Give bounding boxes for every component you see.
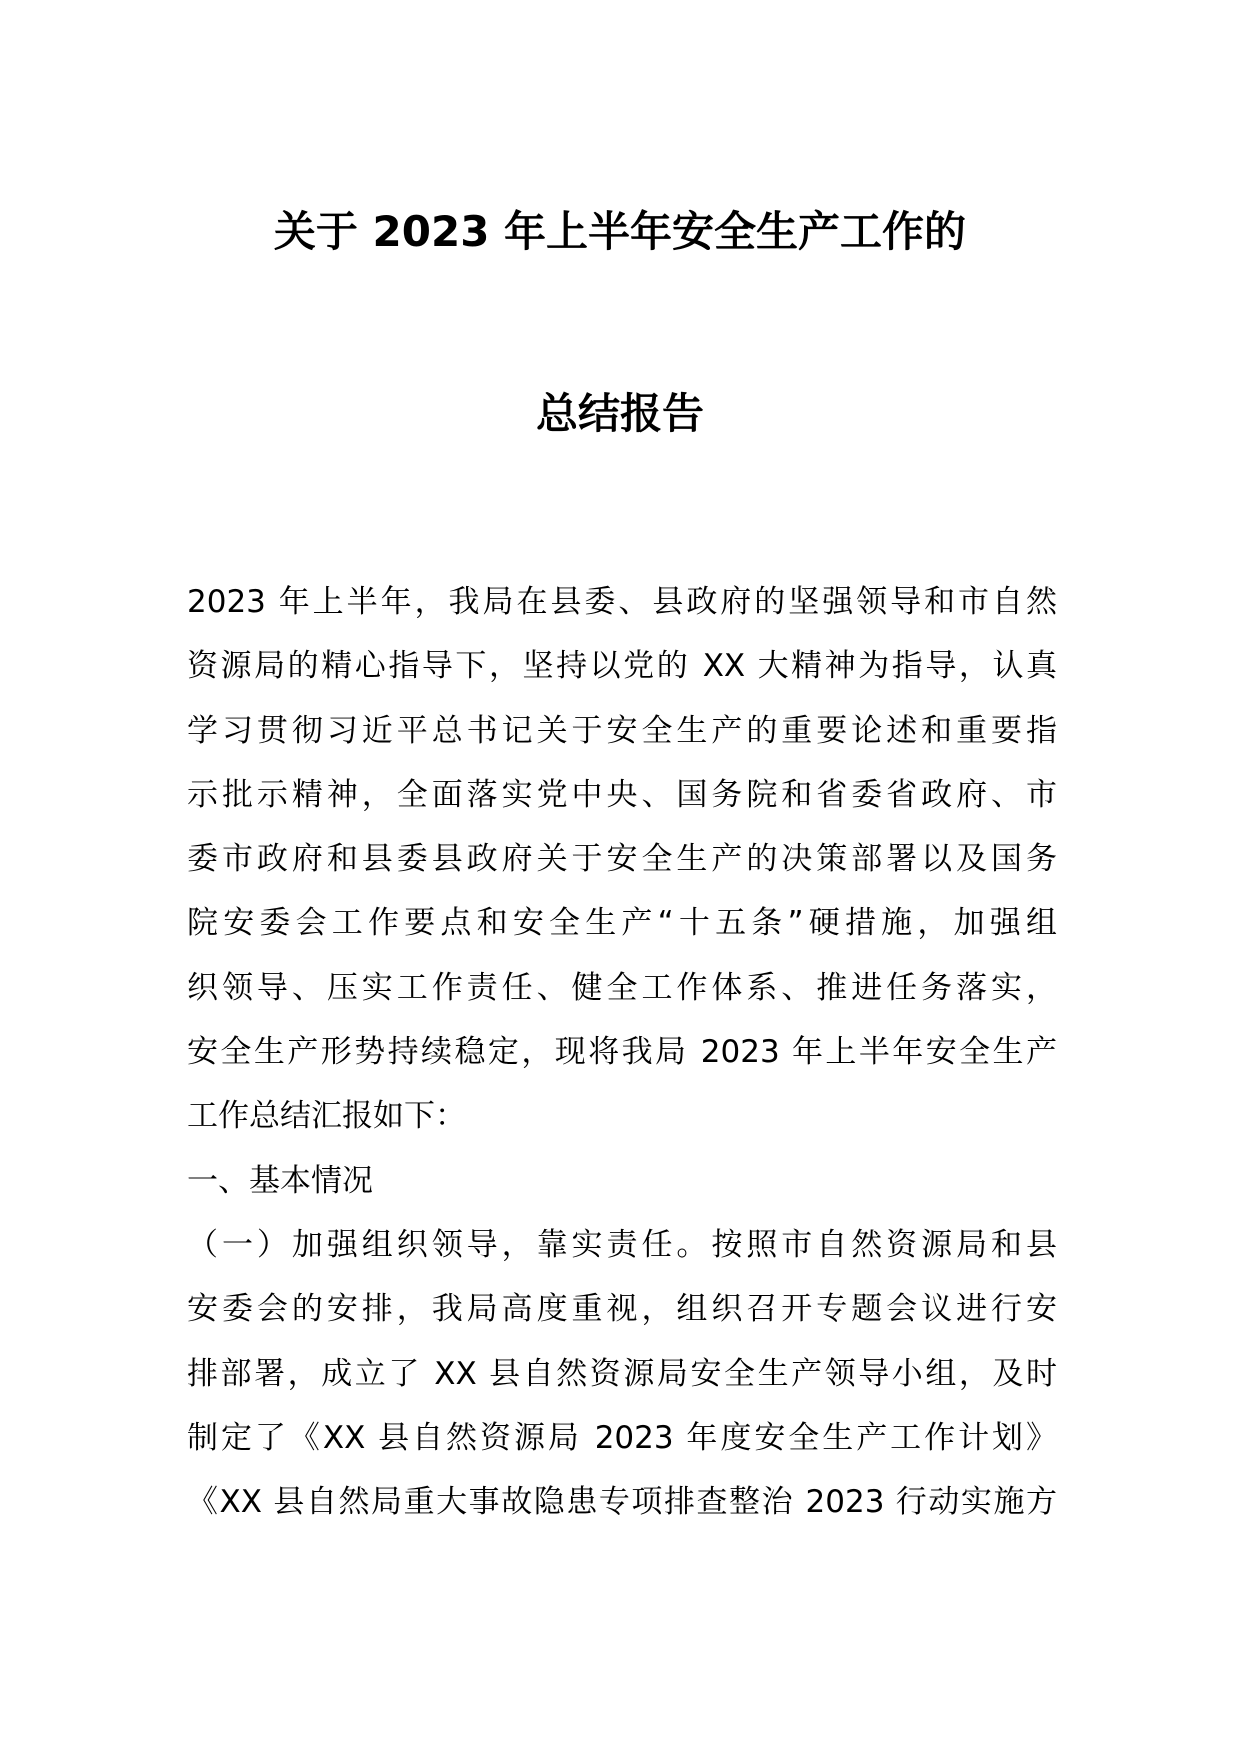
intro-paragraph-line: 资源局的精心指导下，坚持以党的 XX 大精神为指导，认真 [187,648,1057,685]
intro-paragraph-line: 示批示精神，全面落实党中央、国务院和省委省政府、市 [187,776,1057,813]
document-body [187,570,1057,1534]
intro-paragraph-line: 院安委会工作要点和安全生产“十五条”硬措施，加强组 [187,905,1057,942]
subsection-paragraph-line: 制定了《XX 县自然资源局 2023 年度安全生产工作计划》 [187,1419,1057,1456]
intro-paragraph-line: 委市政府和县委县政府关于安全生产的决策部署以及国务 [187,841,1057,878]
section-heading: 一、基本情况 [187,1162,373,1199]
intro-paragraph-line: 2023 年上半年，我局在县委、县政府的坚强领导和市自然 [187,584,1057,620]
subsection-paragraph-line: 安委会的安排，我局高度重视，组织召开专题会议进行安 [187,1291,1057,1328]
subsection-paragraph-line: 《XX 县自然局重大事故隐患专项排查整治 2023 行动实施方 [187,1484,1057,1521]
document-title-line-1: 关于 2023 年上半年安全生产工作的 [273,207,967,256]
intro-paragraph-line: 工作总结汇报如下： [187,1098,466,1135]
intro-paragraph-line: 安全生产形势持续稳定，现将我局 2023 年上半年安全生产 [187,1034,1057,1071]
intro-paragraph-line: 学习贯彻习近平总书记关于安全生产的重要论述和重要指 [187,712,1057,749]
intro-paragraph-line: 织领导、压实工作责任、健全工作体系、推进任务落实， [187,969,1057,1006]
document-title-line-2: 总结报告 [535,389,704,438]
subsection-paragraph-line: 排部署，成立了 XX 县自然资源局安全生产领导小组，及时 [187,1355,1057,1392]
subsection-paragraph-line: （一）加强组织领导，靠实责任。按照市自然资源局和县 [187,1226,1057,1263]
